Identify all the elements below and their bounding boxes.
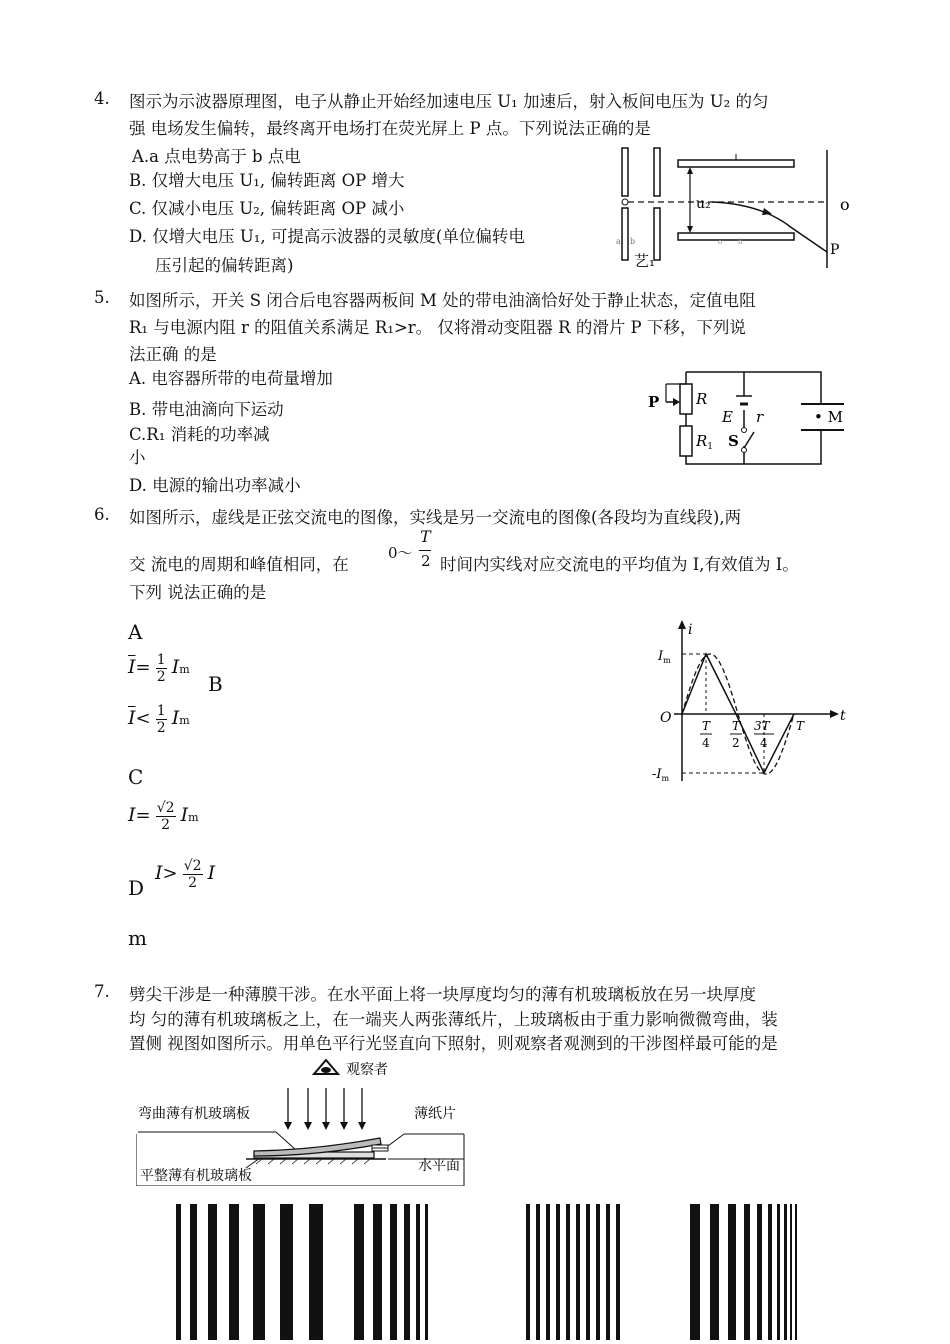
q6-stem-line2b: 时间内实线对应交流电的平均值为 I,有效值为 I。: [440, 555, 799, 574]
fringe: [757, 1204, 762, 1340]
accel-plate-left-bottom: [622, 208, 628, 260]
q6-option-a-formula[interactable]: $\overline{I}=$ $\frac{1}{2}$ Im: [128, 652, 190, 685]
resistor-r1: [680, 426, 692, 456]
pattern-option-b[interactable]: [354, 1204, 428, 1340]
internal-r-label: r: [756, 408, 764, 426]
fringe: [777, 1204, 780, 1340]
q4-oscilloscope-figure: [612, 140, 862, 275]
svg-text:4: 4: [702, 736, 710, 750]
fringe: [354, 1204, 364, 1340]
q7-stem-line1: 劈尖干涉是一种薄膜干涉。在水平面上将一块厚度均匀的薄有机玻璃板放在另一块厚度: [129, 985, 756, 1004]
fringe: [176, 1204, 181, 1340]
svg-text:2: 2: [732, 736, 740, 750]
fringe: [710, 1204, 719, 1340]
point-a-label: a: [616, 237, 621, 246]
svg-text:b: b: [738, 238, 743, 246]
fringe: [596, 1204, 600, 1340]
fringe: [253, 1204, 265, 1340]
q5-circuit-figure: [646, 364, 851, 472]
tick-t: T: [796, 719, 805, 733]
u2-label: u₂: [696, 196, 711, 212]
q5-number: 5.: [94, 288, 110, 307]
q6-option-b-letter[interactable]: B: [208, 672, 223, 696]
q6-current-graph: [640, 616, 855, 786]
fringe: [586, 1204, 590, 1340]
fringe: [546, 1204, 550, 1340]
bent-plate-label: 弯曲薄有机玻璃板: [138, 1106, 250, 1122]
tick-3t-over-4: 3T: [754, 719, 770, 733]
slider-p: [673, 398, 680, 406]
q5-option-b[interactable]: B. 带电油滴向下运动: [129, 400, 284, 419]
q4-number: 4.: [94, 89, 110, 108]
q6-option-d-letter[interactable]: D: [128, 876, 145, 900]
observer-label: 观察者: [346, 1062, 388, 1078]
q4-stem-line2: 强 电场发生偏转，最终离开电场打在荧光屏上 P 点。下列说法正确的是: [129, 119, 651, 138]
q6-stem-line3: 下列 说法正确的是: [129, 583, 267, 602]
fringe: [390, 1204, 397, 1340]
fringe: [208, 1204, 217, 1340]
fringe: [690, 1204, 700, 1340]
fringe: [280, 1204, 293, 1340]
deflect-plate-top: [678, 160, 794, 167]
fringe: [526, 1204, 530, 1340]
q6-option-d-m: m: [128, 926, 147, 950]
rheostat-r-label: R: [696, 390, 708, 408]
fringe: [190, 1204, 197, 1340]
fringe: [229, 1204, 239, 1340]
q4-option-d-cont: 压引起的偏转距离): [155, 256, 294, 275]
fringe: [790, 1204, 792, 1340]
paper-label: 薄纸片: [414, 1106, 456, 1122]
pattern-option-d[interactable]: [690, 1204, 797, 1340]
accel-plate-left-top: [622, 148, 628, 196]
fringe: [606, 1204, 610, 1340]
switch-s: [744, 432, 754, 448]
electron-source: [622, 199, 628, 205]
fringe: [309, 1204, 323, 1340]
q4-option-a[interactable]: A.a 点电势高于 b 点电: [132, 147, 301, 166]
svg-text:o: o: [718, 238, 723, 246]
pattern-option-a[interactable]: [176, 1204, 323, 1340]
stray-mark: 艺₁: [634, 252, 656, 270]
deflect-plate-bottom: [678, 233, 794, 240]
point-p-label: P: [830, 242, 840, 258]
pattern-option-c[interactable]: [526, 1204, 620, 1340]
q7-wedge-figure: [136, 1056, 476, 1186]
electron-path: [712, 202, 827, 252]
q7-stem-line2: 均 匀的薄有机玻璃板之上，在一端夹人两张薄纸片，上玻璃板由于重力影响微微弯曲，装: [129, 1010, 778, 1029]
tick-t-over-4: T: [702, 719, 711, 733]
fringe: [566, 1204, 570, 1340]
resistor-r1-label: $R_1$: [696, 432, 714, 452]
q4-option-c[interactable]: C. 仅减小电压 U₂, 偏转距离 OP 减小: [129, 199, 405, 218]
q6-number: 6.: [94, 505, 110, 524]
fringe: [556, 1204, 560, 1340]
q6-stem-line2a: 交 流电的周期和峰值相同，在: [129, 555, 349, 574]
q5-stem-line1: 如图所示，开关 S 闭合后电容器两板间 M 处的带电油滴恰好处于静止状态，定值电阻: [129, 291, 756, 310]
q5-option-d[interactable]: D. 电源的输出功率减小: [129, 476, 301, 495]
point-o-label: o: [840, 195, 850, 214]
q6-option-d-formula[interactable]: I> $\frac{√2}{2}$ I: [155, 858, 216, 891]
svg-text:4: 4: [760, 736, 768, 750]
fringe: [416, 1204, 420, 1340]
rheostat-r: [680, 384, 692, 414]
slider-p-label: P: [648, 393, 660, 411]
q7-number: 7.: [94, 982, 110, 1001]
oil-drop-m: • M: [814, 408, 843, 426]
q5-stem-line2: R₁ 与电源内阻 r 的阻值关系满足 R₁>r。 仅将滑动变阻器 R 的滑片 P 下移，下列说: [129, 318, 746, 337]
q5-stem-line3: 法正确 的是: [129, 345, 217, 364]
emf-e-label: E: [722, 408, 733, 426]
fringe: [404, 1204, 410, 1340]
i-axis-label: i: [688, 622, 693, 638]
q4-stem-line1: 图示为示波器原理图，电子从静止开始经加速电压 U₁ 加速后，射入板间电压为 U₂ 的匀: [129, 92, 769, 111]
horizontal-label: 水平面: [418, 1158, 460, 1174]
q4-option-d[interactable]: D. 仅增大电压 U₁, 可提高示波器的灵敏度(单位偏转电: [129, 227, 525, 246]
fringe: [616, 1204, 620, 1340]
q6-time-range: 0～ T 2: [388, 527, 431, 570]
fringe: [784, 1204, 787, 1340]
q4-option-b[interactable]: B. 仅增大电压 U₁, 偏转距离 OP 增大: [129, 171, 405, 190]
q6-option-c-letter[interactable]: C: [128, 765, 144, 789]
q7-stem-line3: 置侧 视图如图所示。用单色平行光竖直向下照射，则观察者观测到的干涉图样最可能的是: [129, 1034, 778, 1053]
q5-option-c-cont: 小: [129, 448, 146, 467]
q6-option-c-formula[interactable]: I= $\frac{√2}{2}$ Im: [128, 800, 199, 833]
fringe: [768, 1204, 772, 1340]
point-b-label: b: [630, 237, 636, 246]
tick-t-over-2: T: [732, 719, 741, 733]
fringe: [425, 1204, 428, 1340]
q5-option-c[interactable]: C.R₁ 消耗的功率减: [129, 425, 270, 444]
fringe: [373, 1204, 382, 1340]
q7-interference-options: [170, 1204, 850, 1340]
fringe: [795, 1204, 797, 1340]
light-rays: [288, 1088, 362, 1126]
neg-im-label: $-I_m$: [652, 767, 670, 783]
paper-sheet-2: [372, 1148, 388, 1151]
t-axis-label: t: [840, 708, 846, 724]
switch-s-label: S: [728, 432, 739, 450]
origin-label: O: [660, 710, 672, 726]
q6-option-b-formula[interactable]: $\overline{I}<$ $\frac{1}{2}$ Im: [128, 703, 190, 736]
accel-plate-right-top: [654, 148, 660, 196]
fringe: [536, 1204, 540, 1340]
fringe: [728, 1204, 736, 1340]
flat-plate-label: 平整薄有机玻璃板: [140, 1168, 252, 1184]
fringe: [744, 1204, 750, 1340]
q6-option-a-letter[interactable]: A: [128, 620, 143, 644]
im-label: $I_m$: [658, 649, 671, 665]
q6-stem-line1: 如图所示，虚线是正弦交流电的图像，实线是另一交流电的图像(各段均为直线段),两: [129, 508, 742, 527]
q5-option-a[interactable]: A. 电容器所带的电荷量增加: [129, 369, 333, 388]
fringe: [576, 1204, 580, 1340]
